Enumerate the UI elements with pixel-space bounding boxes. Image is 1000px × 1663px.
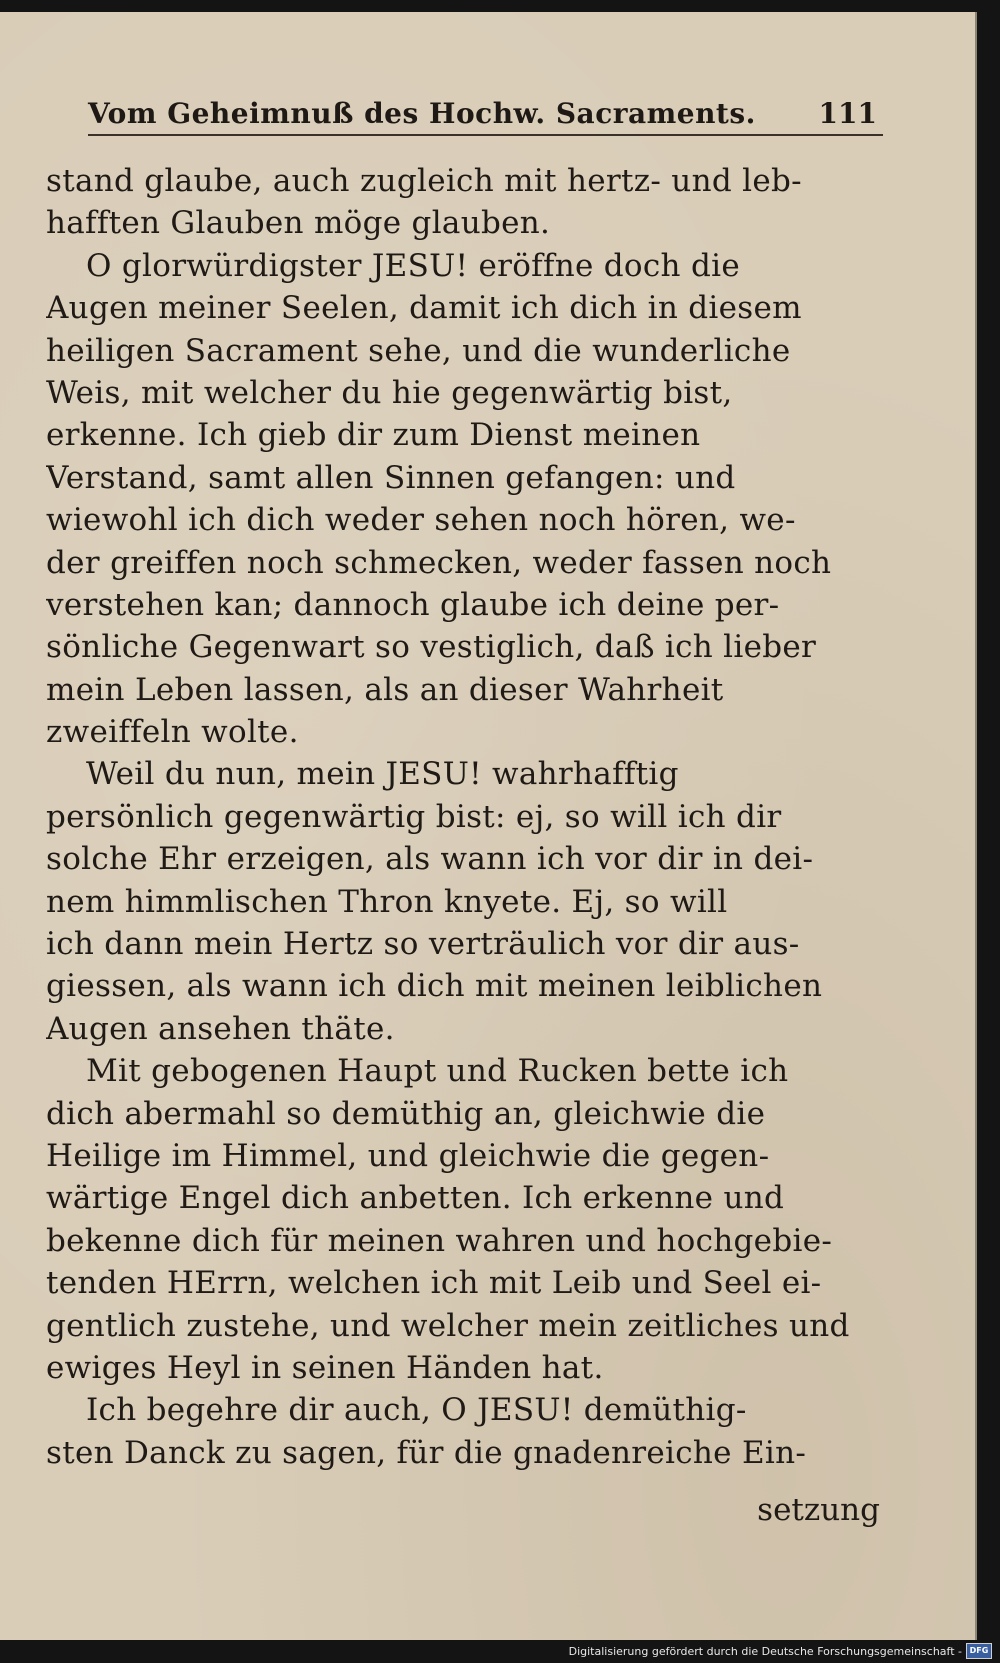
text-line: bekenne dich für meinen wahren und hochgebie- [46, 1222, 833, 1259]
text-line: wiewohl ich dich weder sehen noch hören, we- [46, 502, 796, 539]
text-line: giessen, als wann ich dich mit meinen leiblichen [46, 968, 823, 1005]
dfg-logo-icon: DFG [966, 1643, 992, 1659]
text-line: Augen meiner Seelen, damit ich dich in diesem [46, 290, 802, 327]
text-line: dich abermahl so demüthig an, gleichwie die [46, 1095, 766, 1132]
running-head: Vom Geheimnuß des Hochw. Sacraments. [88, 97, 756, 130]
text-line: erkenne. Ich gieb dir zum Dienst meinen [46, 417, 701, 454]
digitization-credit [569, 1643, 992, 1659]
text-line: zweiffeln wolte. [46, 714, 299, 751]
text-line: gentlich zustehe, und welcher mein zeitliches und [46, 1307, 850, 1344]
text-line: hafften Glauben möge glauben. [46, 205, 551, 242]
book-page [0, 12, 977, 1640]
text-line: solche Ehr erzeigen, als wann ich vor dir in dei- [46, 841, 814, 878]
text-line: Augen ansehen thäte. [46, 1010, 395, 1047]
text-line: nem himmlischen Thron knyete. Ej, so will [46, 883, 728, 920]
text-line: mein Leben lassen, als an dieser Wahrheit [46, 671, 724, 708]
text-line: O glorwürdigster JESU! eröffne doch die [86, 247, 740, 284]
text-line: stand glaube, auch zugleich mit hertz- und leb- [46, 163, 802, 199]
text-line: wärtige Engel dich anbetten. Ich erkenne und [46, 1180, 785, 1217]
page-number: 111 [818, 97, 877, 130]
text-line: ich dann mein Hertz so verträulich vor dir aus- [46, 926, 800, 963]
text-line: der greiffen noch schmecken, weder fassen noch [46, 544, 832, 581]
text-line: verstehen kan; dannoch glaube ich deine per- [46, 586, 780, 623]
page-header [88, 90, 883, 136]
text-line: Weil du nun, mein JESU! wahrhafftig [86, 756, 679, 793]
page-body [46, 160, 878, 1474]
text-line: Verstand, samt allen Sinnen gefangen: und [46, 459, 736, 496]
credit-text: Digitalisierung gefördert durch die Deutsche Forschungsgemeinschaft - [568, 1644, 962, 1658]
text-line: persönlich gegenwärtig bist: ej, so will ich dir [46, 798, 782, 835]
text-line: ewiges Heyl in seinen Händen hat. [46, 1349, 604, 1386]
text-line: heiligen Sacrament sehe, und die wunderliche [46, 332, 791, 369]
text-line: tenden HErrn, welchen ich mit Leib und Seel ei- [46, 1265, 822, 1302]
text-line: Mit gebogenen Haupt und Rucken bette ich [86, 1053, 789, 1090]
catchword: setzung [757, 1492, 880, 1528]
text-line: Ich begehre dir auch, O JESU! demüthig- [86, 1392, 747, 1429]
text-line: sönliche Gegenwart so vestiglich, daß ich lieber [46, 629, 817, 666]
text-line: sten Danck zu sagen, für die gnadenreiche Ein- [46, 1434, 807, 1471]
text-line: Weis, mit welcher du hie gegenwärtig bist, [46, 374, 733, 411]
text-line: Heilige im Himmel, und gleichwie die gegen- [46, 1137, 770, 1174]
